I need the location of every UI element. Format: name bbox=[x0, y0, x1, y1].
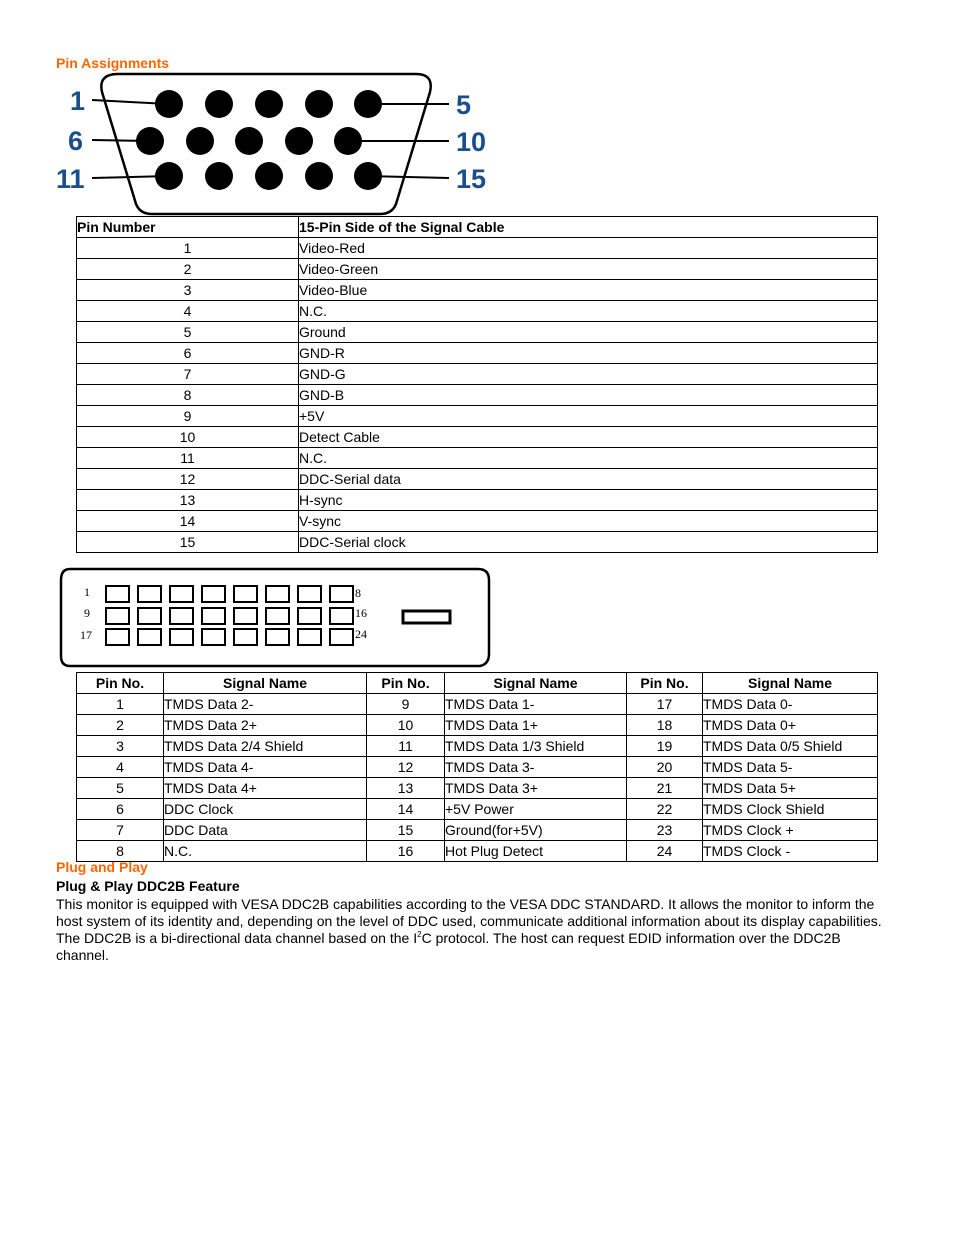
pin-number-cell: 14 bbox=[77, 511, 299, 532]
pin-number-cell: 6 bbox=[77, 343, 299, 364]
pin-number-cell: 17 bbox=[627, 694, 703, 715]
pin-number-cell: 12 bbox=[77, 469, 299, 490]
pin-number-cell: 9 bbox=[367, 694, 445, 715]
table-row bbox=[77, 448, 878, 469]
signal-name-cell: TMDS Data 1- bbox=[445, 694, 627, 715]
column-header-signal-name: Signal Name bbox=[164, 673, 367, 694]
signal-name-cell: Video-Red bbox=[299, 238, 878, 259]
signal-name-cell: TMDS Data 0+ bbox=[703, 715, 878, 736]
vga-pin bbox=[285, 127, 313, 155]
dvi-pin bbox=[330, 608, 353, 624]
column-header-signal: 15-Pin Side of the Signal Cable bbox=[299, 217, 878, 238]
signal-name-cell: TMDS Clock - bbox=[703, 841, 878, 862]
dvi-pin bbox=[330, 586, 353, 602]
table-row bbox=[77, 490, 878, 511]
dvi-label-24: 24 bbox=[355, 627, 367, 641]
signal-name-cell: TMDS Data 1/3 Shield bbox=[445, 736, 627, 757]
table-row bbox=[77, 778, 878, 799]
pin-number-cell: 19 bbox=[627, 736, 703, 757]
column-header-pin-no: Pin No. bbox=[627, 673, 703, 694]
table-row bbox=[77, 259, 878, 280]
signal-name-cell: TMDS Clock Shield bbox=[703, 799, 878, 820]
dvi-pin bbox=[234, 586, 257, 602]
pin-number-cell: 8 bbox=[77, 385, 299, 406]
pin-number-cell: 21 bbox=[627, 778, 703, 799]
column-header-pin-no: Pin No. bbox=[367, 673, 445, 694]
pin-number-cell: 11 bbox=[77, 448, 299, 469]
dvi-pin bbox=[138, 586, 161, 602]
dvi-pin bbox=[170, 629, 193, 645]
vga-pin bbox=[305, 162, 333, 190]
table-row bbox=[77, 364, 878, 385]
signal-name-cell: TMDS Data 4- bbox=[164, 757, 367, 778]
table-row bbox=[77, 322, 878, 343]
dvi-pin bbox=[202, 629, 225, 645]
pin-number-cell: 20 bbox=[627, 757, 703, 778]
pin-number-cell: 10 bbox=[77, 427, 299, 448]
dvi-pin bbox=[298, 629, 321, 645]
table-row bbox=[77, 757, 878, 778]
table-row bbox=[77, 301, 878, 322]
pin-number-cell: 15 bbox=[367, 820, 445, 841]
signal-name-cell: GND-G bbox=[299, 364, 878, 385]
pin-number-cell: 23 bbox=[627, 820, 703, 841]
dvi-pin bbox=[330, 629, 353, 645]
dvi-pin bbox=[106, 586, 129, 602]
dvi-pin bbox=[202, 608, 225, 624]
table-row bbox=[77, 736, 878, 757]
signal-name-cell: DDC Data bbox=[164, 820, 367, 841]
table-row bbox=[77, 841, 878, 862]
table-row bbox=[77, 532, 878, 553]
pin-number-cell: 1 bbox=[77, 694, 164, 715]
signal-name-cell: TMDS Data 0- bbox=[703, 694, 878, 715]
dvi-pin bbox=[106, 608, 129, 624]
vga-pin bbox=[205, 162, 233, 190]
signal-name-cell: GND-R bbox=[299, 343, 878, 364]
pin-number-cell: 5 bbox=[77, 778, 164, 799]
table-row bbox=[77, 427, 878, 448]
pin-number-cell: 10 bbox=[367, 715, 445, 736]
vga-label-6: 6 bbox=[68, 126, 84, 156]
signal-name-cell: N.C. bbox=[164, 841, 367, 862]
table-header-row bbox=[77, 673, 878, 694]
pin-number-cell: 2 bbox=[77, 715, 164, 736]
ddc2b-feature-heading: Plug & Play DDC2B Feature bbox=[56, 878, 240, 894]
column-header-pin-no: Pin No. bbox=[77, 673, 164, 694]
signal-name-cell: Detect Cable bbox=[299, 427, 878, 448]
signal-name-cell: N.C. bbox=[299, 301, 878, 322]
vga-pin bbox=[205, 90, 233, 118]
table-row bbox=[77, 511, 878, 532]
signal-name-cell: +5V bbox=[299, 406, 878, 427]
dvi-ground-blade bbox=[403, 611, 450, 623]
vga-pin bbox=[255, 162, 283, 190]
table-row bbox=[77, 280, 878, 301]
dvi-pin bbox=[234, 629, 257, 645]
signal-name-cell: TMDS Data 2/4 Shield bbox=[164, 736, 367, 757]
dvi-pin bbox=[266, 586, 289, 602]
dvi-pin bbox=[138, 629, 161, 645]
dvi-pin bbox=[298, 586, 321, 602]
vga-label-5: 5 bbox=[456, 90, 472, 120]
pin-number-cell: 4 bbox=[77, 757, 164, 778]
column-header-pin-number: Pin Number bbox=[77, 217, 299, 238]
pin-assignments-title: Pin Assignments bbox=[56, 55, 170, 71]
pin-number-cell: 2 bbox=[77, 259, 299, 280]
dvi-pin bbox=[138, 608, 161, 624]
pin-number-cell: 18 bbox=[627, 715, 703, 736]
pin-number-cell: 8 bbox=[77, 841, 164, 862]
signal-name-cell: DDC Clock bbox=[164, 799, 367, 820]
signal-name-cell: Hot Plug Detect bbox=[445, 841, 627, 862]
dvi-pin bbox=[266, 608, 289, 624]
vga-pin bbox=[235, 127, 263, 155]
table-header-row bbox=[77, 217, 878, 238]
pin-number-cell: 3 bbox=[77, 736, 164, 757]
dvi-pin bbox=[170, 586, 193, 602]
dvi-pin bbox=[298, 608, 321, 624]
vga-pin bbox=[186, 127, 214, 155]
signal-name-cell: Video-Green bbox=[299, 259, 878, 280]
signal-name-cell: TMDS Data 2- bbox=[164, 694, 367, 715]
vga-label-15: 15 bbox=[456, 164, 487, 194]
signal-name-cell: TMDS Data 3- bbox=[445, 757, 627, 778]
signal-name-cell: TMDS Clock + bbox=[703, 820, 878, 841]
vga-connector-diagram bbox=[56, 70, 496, 216]
signal-name-cell: GND-B bbox=[299, 385, 878, 406]
pin-number-cell: 13 bbox=[77, 490, 299, 511]
pin-number-cell: 9 bbox=[77, 406, 299, 427]
dvi-connector-diagram bbox=[58, 566, 494, 670]
dvi-pin-table bbox=[76, 672, 878, 862]
ddc2b-text-part1: This monitor is equipped with VESA DDC2B capabilities according to the VESA DDC STANDARD. It allows the monitor to inform the host system of its identity and, depending on the level of DDC used, communicate additional information about its display capabilities. The DDC2B is a bi-directional data channel based on the I bbox=[56, 896, 882, 946]
table-row bbox=[77, 343, 878, 364]
table-row bbox=[77, 238, 878, 259]
signal-name-cell: +5V Power bbox=[445, 799, 627, 820]
signal-name-cell: H-sync bbox=[299, 490, 878, 511]
signal-name-cell: Ground bbox=[299, 322, 878, 343]
signal-name-cell: DDC-Serial data bbox=[299, 469, 878, 490]
ddc2b-superscript: 2 bbox=[417, 930, 422, 939]
pin-number-cell: 7 bbox=[77, 364, 299, 385]
plug-and-play-title: Plug and Play bbox=[56, 859, 148, 875]
pin-number-cell: 16 bbox=[367, 841, 445, 862]
vga-pin-table bbox=[76, 216, 878, 553]
column-header-signal-name: Signal Name bbox=[445, 673, 627, 694]
ddc2b-description bbox=[56, 896, 896, 964]
pin-number-cell: 1 bbox=[77, 238, 299, 259]
signal-name-cell: TMDS Data 2+ bbox=[164, 715, 367, 736]
signal-name-cell: TMDS Data 5+ bbox=[703, 778, 878, 799]
dvi-label-17: 17 bbox=[80, 628, 92, 642]
ddc2b-text-part2: C protocol. The host can request EDID information over the DDC2B channel. bbox=[56, 930, 841, 963]
vga-pin bbox=[255, 90, 283, 118]
dvi-label-9: 9 bbox=[84, 606, 90, 620]
table-row bbox=[77, 406, 878, 427]
pin-number-cell: 5 bbox=[77, 322, 299, 343]
dvi-pin bbox=[106, 629, 129, 645]
pin-number-cell: 24 bbox=[627, 841, 703, 862]
signal-name-cell: V-sync bbox=[299, 511, 878, 532]
signal-name-cell: TMDS Data 1+ bbox=[445, 715, 627, 736]
vga-pointer-6 bbox=[92, 140, 150, 141]
dvi-pin bbox=[234, 608, 257, 624]
vga-pin bbox=[305, 90, 333, 118]
dvi-label-8: 8 bbox=[355, 586, 361, 600]
signal-name-cell: N.C. bbox=[299, 448, 878, 469]
vga-label-11: 11 bbox=[56, 164, 85, 194]
pin-number-cell: 4 bbox=[77, 301, 299, 322]
signal-name-cell: DDC-Serial clock bbox=[299, 532, 878, 553]
signal-name-cell: Ground(for+5V) bbox=[445, 820, 627, 841]
signal-name-cell: TMDS Data 3+ bbox=[445, 778, 627, 799]
pin-number-cell: 6 bbox=[77, 799, 164, 820]
pin-number-cell: 14 bbox=[367, 799, 445, 820]
table-row bbox=[77, 385, 878, 406]
table-row bbox=[77, 715, 878, 736]
pin-number-cell: 13 bbox=[367, 778, 445, 799]
signal-name-cell: Video-Blue bbox=[299, 280, 878, 301]
table-row bbox=[77, 820, 878, 841]
dvi-pin bbox=[266, 629, 289, 645]
pin-number-cell: 3 bbox=[77, 280, 299, 301]
dvi-pin bbox=[170, 608, 193, 624]
signal-name-cell: TMDS Data 5- bbox=[703, 757, 878, 778]
pin-number-cell: 12 bbox=[367, 757, 445, 778]
dvi-label-16: 16 bbox=[355, 606, 367, 620]
vga-label-10: 10 bbox=[456, 127, 487, 157]
table-row bbox=[77, 694, 878, 715]
vga-label-1: 1 bbox=[70, 86, 86, 116]
column-header-signal-name: Signal Name bbox=[703, 673, 878, 694]
pin-number-cell: 22 bbox=[627, 799, 703, 820]
pin-number-cell: 7 bbox=[77, 820, 164, 841]
dvi-pin bbox=[202, 586, 225, 602]
pin-number-cell: 11 bbox=[367, 736, 445, 757]
signal-name-cell: TMDS Data 4+ bbox=[164, 778, 367, 799]
table-row bbox=[77, 469, 878, 490]
dvi-label-1: 1 bbox=[84, 585, 90, 599]
signal-name-cell: TMDS Data 0/5 Shield bbox=[703, 736, 878, 757]
table-row bbox=[77, 799, 878, 820]
pin-number-cell: 15 bbox=[77, 532, 299, 553]
